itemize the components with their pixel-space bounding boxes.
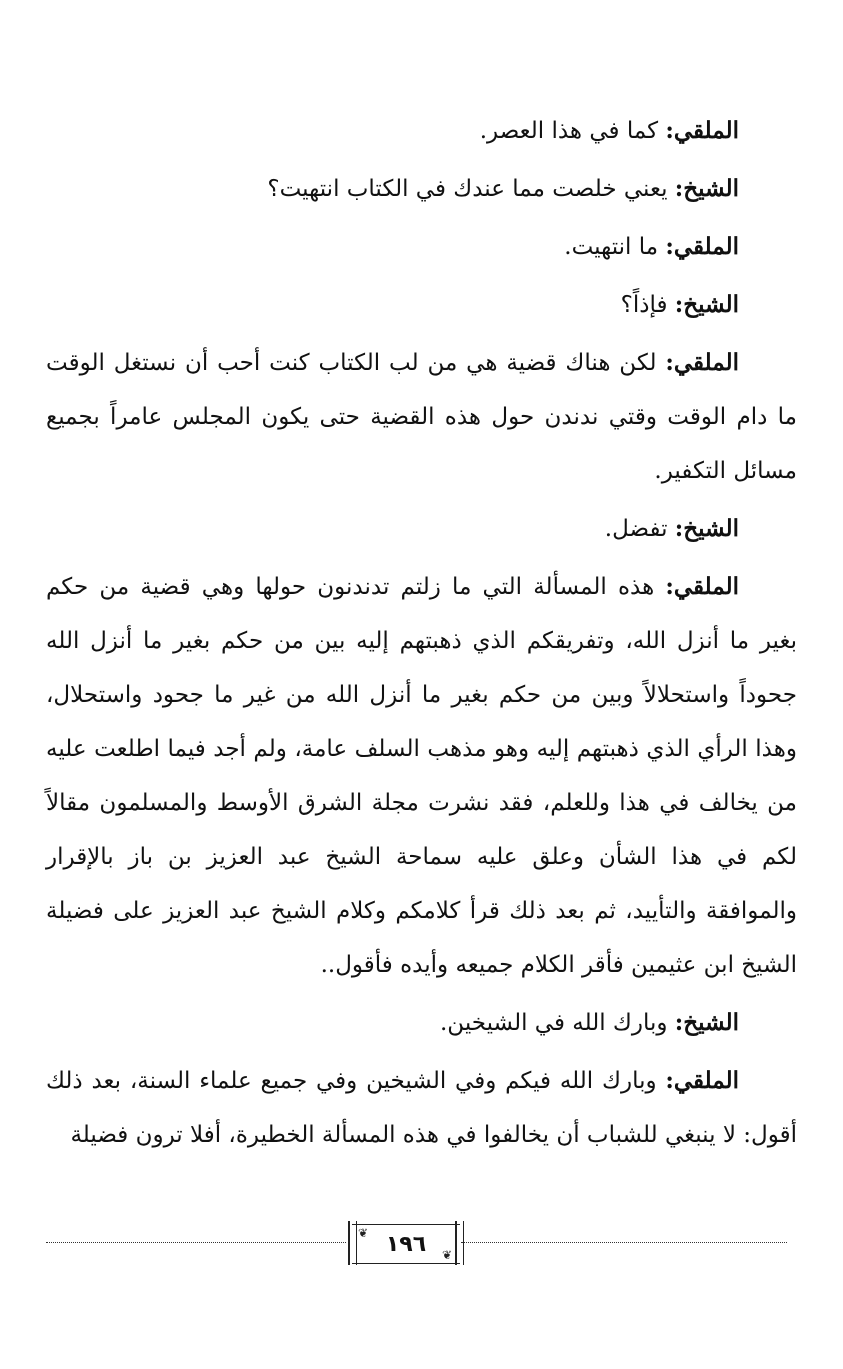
- speech-text: هذه المسألة التي ما زلتم تدندنون حولها وهي قضية من حكم بغير ما أنزل الله، وتفريقكم الذي ذهبتهم إليه بين من حكم بغير ما أنزل الله جحوداً واستحلالاً وبين من حكم بغير ما أنزل الله من غير ما جحود واستحلال، وهذا الرأي الذي ذهبتهم إليه وهو مذهب السلف عامة، ولم أجد فيما اطلعت عليه من يخالف في هذا وللعلم، فقد نشرت مجلة الشرق الأوسط والمسلمون مقالاً لكم في هذا الشأن وعلق عليه سماحة الشيخ عبد العزيز بن باز بالإقرار والموافقة والتأييد، ثم بعد ذلك قرأ كلامكم وكلام الشيخ عبد العزيز على فضيلة الشيخ ابن عثيمين فأقر الكلام جميعه وأيده فأقول..: [46, 574, 797, 978]
- speech-text: وبارك الله في الشيخين.: [440, 1010, 675, 1036]
- dotted-rule-right: [461, 1242, 787, 1243]
- speaker-label: الملقي:: [665, 233, 739, 260]
- speaker-label: الملقي:: [665, 117, 739, 144]
- paragraph-7: [46, 560, 797, 992]
- paragraph-6: [46, 502, 797, 556]
- speaker-label: الشيخ:: [674, 175, 739, 202]
- paragraph-9: [46, 1054, 797, 1162]
- paragraph-8: [46, 996, 797, 1050]
- dialogue-text: [46, 104, 797, 1166]
- paragraph-3: [46, 220, 797, 274]
- page-number: ١٩٦: [385, 1231, 427, 1257]
- speech-text: فإذاً؟: [620, 292, 675, 318]
- speaker-label: الملقي:: [665, 349, 739, 376]
- speaker-label: الملقي:: [665, 1067, 739, 1094]
- dotted-rule-left: [46, 1242, 346, 1243]
- speaker-label: الملقي:: [665, 573, 739, 600]
- speech-text: وبارك الله فيكم وفي الشيخين وفي جميع علماء السنة، بعد ذلك أقول: لا ينبغي للشباب أن يخالفوا في هذه المسألة الخطيرة، أفلا ترون فضيلة: [46, 1068, 797, 1148]
- page-number-frame: [352, 1224, 460, 1264]
- speech-text: ما انتهيت.: [564, 234, 666, 260]
- speaker-label: الشيخ:: [674, 1009, 739, 1036]
- ornament-icon: ❦: [441, 1248, 452, 1262]
- speaker-label: الشيخ:: [674, 515, 739, 542]
- paragraph-5: [46, 336, 797, 498]
- speech-text: لكن هناك قضية هي من لب الكتاب كنت أحب أن نستغل الوقت ما دام الوقت وقتي ندندن حول هذه القضية حتى يكون المجلس عامراً بجميع مسائل التكفير.: [46, 350, 797, 484]
- speech-text: كما في هذا العصر.: [479, 118, 666, 144]
- speech-text: يعني خلصت مما عندك في الكتاب انتهيت؟: [267, 176, 675, 202]
- paragraph-4: [46, 278, 797, 332]
- ornament-icon: ❦: [358, 1226, 369, 1240]
- paragraph-2: [46, 162, 797, 216]
- speech-text: تفضل.: [604, 516, 675, 542]
- speaker-label: الشيخ:: [674, 291, 739, 318]
- paragraph-1: [46, 104, 797, 158]
- page-footer: [46, 1222, 787, 1266]
